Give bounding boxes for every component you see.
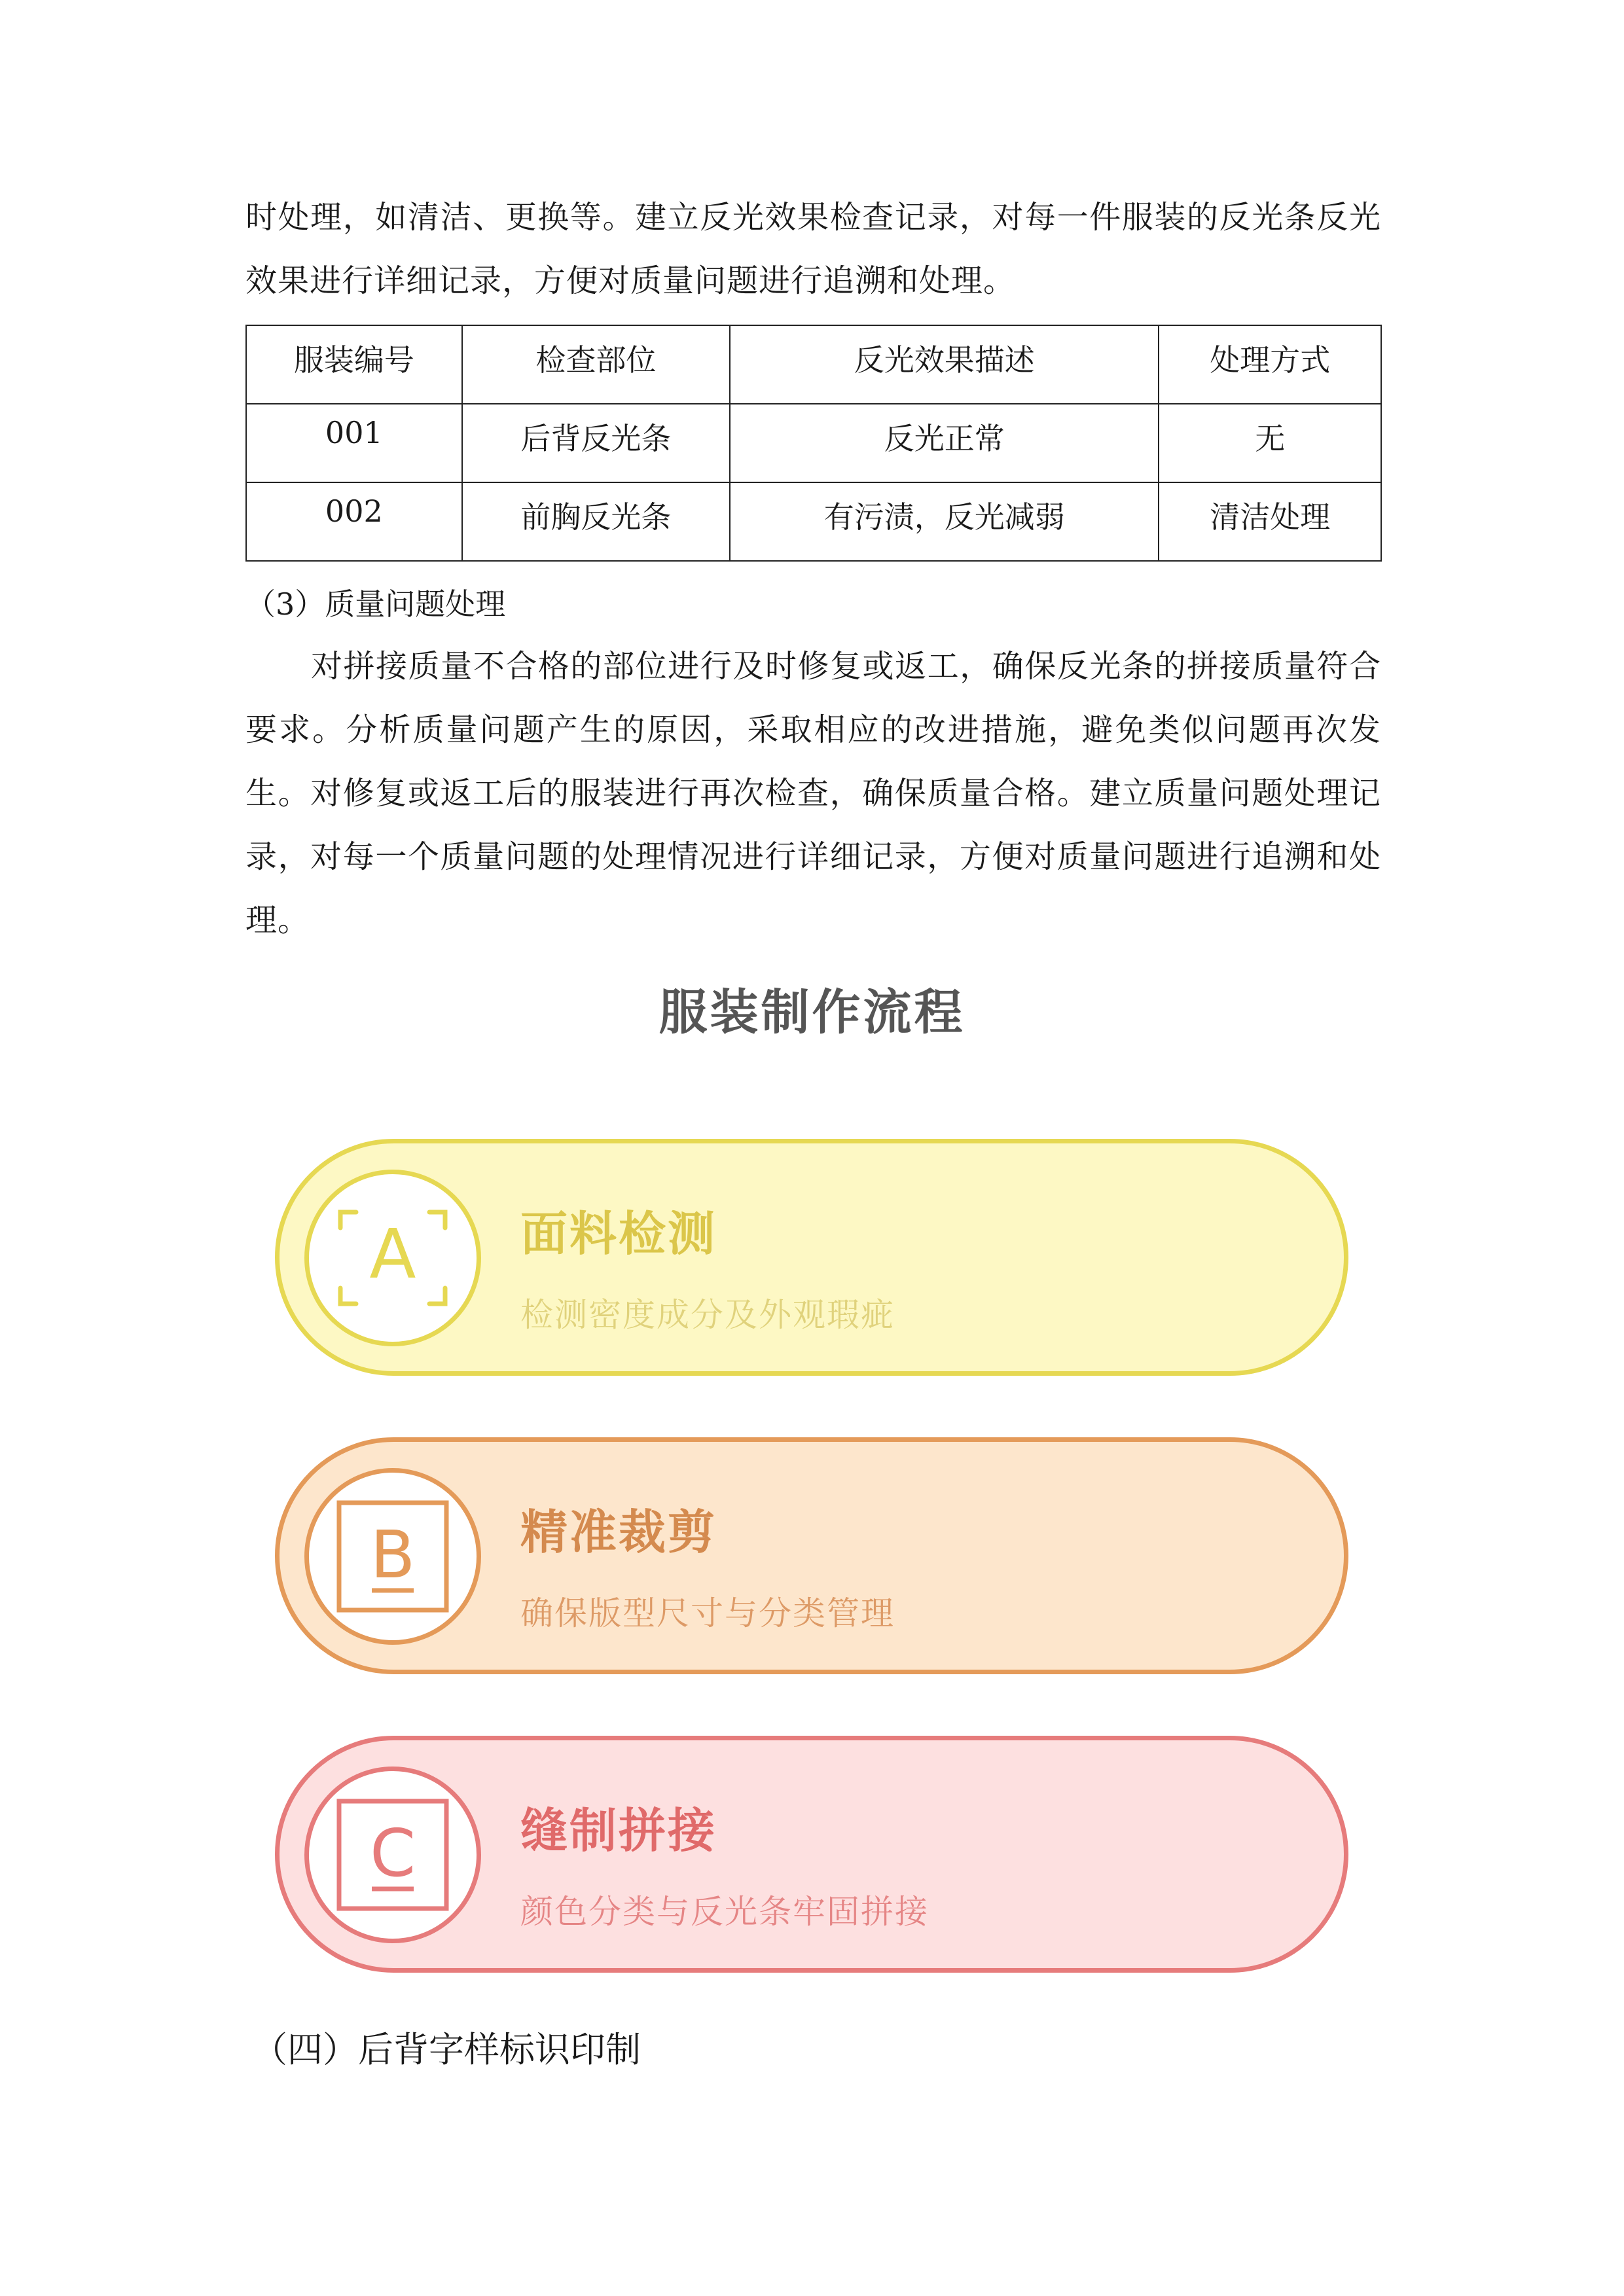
step-a-title: 面料检测 (520, 1206, 717, 1261)
table-cell: 后背反光条 (462, 404, 731, 482)
table-row (246, 482, 1381, 561)
boxed-letter-icon (309, 1473, 477, 1640)
table-cell: 反光正常 (730, 404, 1159, 482)
table-cell: 有污渍，反光减弱 (730, 482, 1159, 561)
table-cell: 001 (246, 404, 462, 482)
header-cell-effect-desc: 反光效果描述 (730, 325, 1159, 404)
table-row (246, 404, 1381, 482)
step-b-subtitle: 确保版型尺寸与分类管理 (520, 1594, 895, 1632)
process-step-a (275, 1139, 1348, 1376)
boxed-letter-icon (309, 1771, 477, 1939)
table-cell: 002 (246, 482, 462, 561)
next-section-heading: （四）后背字样标识印制 (252, 2029, 641, 2070)
step-a-badge (304, 1170, 481, 1346)
step-c-badge (304, 1767, 481, 1943)
step-b-badge (304, 1468, 481, 1645)
reflective-check-record-table (245, 325, 1382, 562)
step-b-title: 精准裁剪 (520, 1505, 717, 1560)
step-a-letter: A (369, 1214, 416, 1294)
process-step-b (275, 1437, 1348, 1674)
step-a-subtitle: 检测密度成分及外观瑕疵 (520, 1296, 895, 1334)
step-c-letter: C (370, 1815, 416, 1892)
table-header-row (246, 325, 1381, 404)
section-heading: （3）质量问题处理 (245, 586, 506, 622)
header-cell-garment-no: 服装编号 (246, 325, 462, 404)
header-cell-check-part: 检查部位 (462, 325, 731, 404)
table-cell: 清洁处理 (1159, 482, 1381, 561)
section-paragraph: 对拼接质量不合格的部位进行及时修复或返工，确保反光条的拼接质量符合要求。分析质量问题产生的原因，采取相应的改进措施，避免类似问题再次发生。对修复或返工后的服装进行再次检查，确保质量合格。建立质量问题处理记录，对每一个质量问题的处理情况进行详细记录，方便对质量问题进行追溯和处理。 (245, 648, 1381, 939)
intro-paragraph: 时处理，如清洁、更换等。建立反光效果检查记录，对每一件服装的反光条反光效果进行详细记录，方便对质量问题进行追溯和处理。 (245, 199, 1381, 299)
header-cell-handling: 处理方式 (1159, 325, 1381, 404)
diagram-title: 服装制作流程 (659, 984, 965, 1041)
table-cell: 前胸反光条 (462, 482, 731, 561)
step-c-subtitle: 颜色分类与反光条牢固拼接 (520, 1893, 929, 1931)
focus-frame-icon (309, 1174, 477, 1342)
step-b-letter: B (370, 1516, 416, 1593)
table-cell: 无 (1159, 404, 1381, 482)
process-step-c (275, 1736, 1348, 1973)
step-c-title: 缝制拼接 (520, 1803, 717, 1858)
